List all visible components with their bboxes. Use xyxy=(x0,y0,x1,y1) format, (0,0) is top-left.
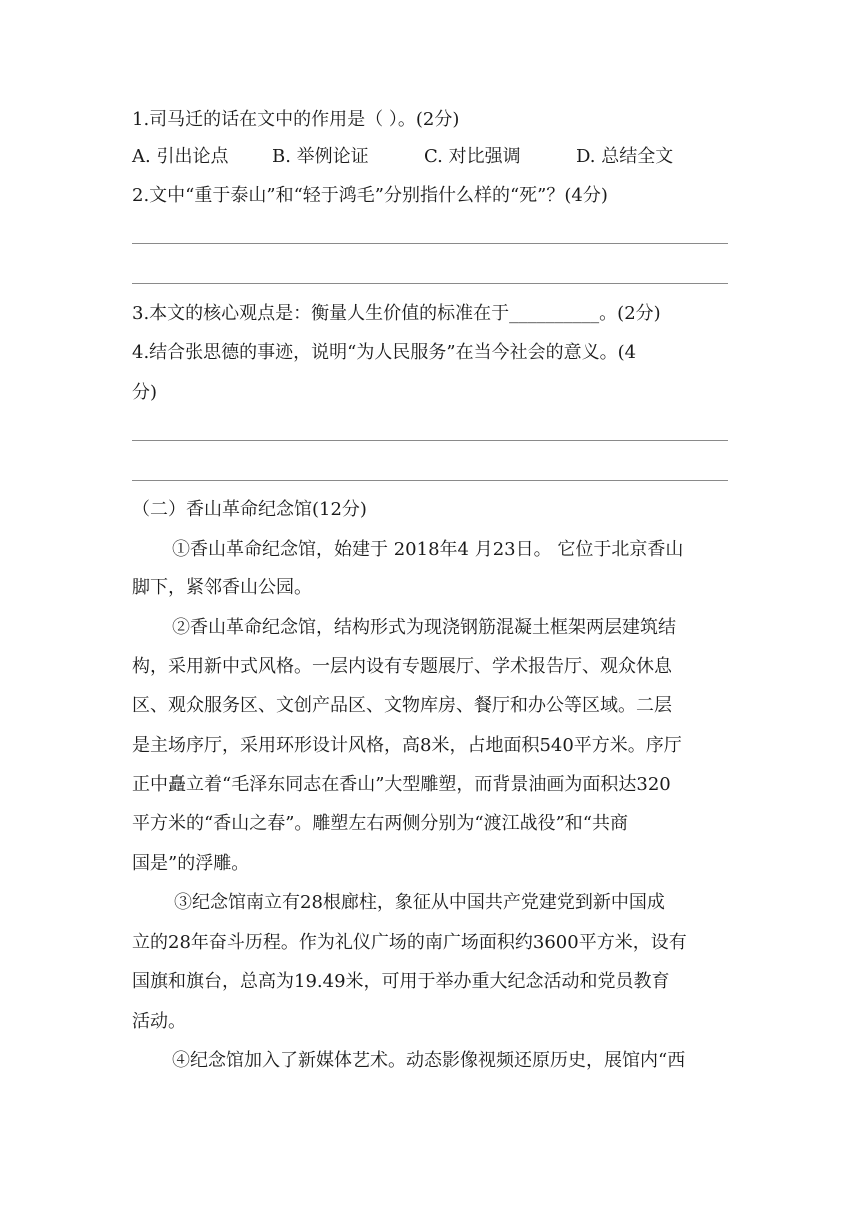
paragraph-line: ④纪念馆加入了新媒体艺术。动态影像视频还原历史，展馆内“西 xyxy=(172,1050,686,1071)
paragraph-line: 正中矗立着“毛泽东同志在香山”大型雕塑，而背景油画为面积达320 xyxy=(132,774,671,795)
question-4-line-2: 分) xyxy=(132,382,158,403)
answer-line xyxy=(132,283,728,284)
paragraph-line: 是主场序厅，采用环形设计风格，高8米，占地面积540平方米。序厅 xyxy=(132,735,682,756)
option-a: A. 引出论点 xyxy=(132,146,229,167)
paragraph-line: 构，采用新中式风格。一层内设有专题展厅、学术报告厅、观众休息 xyxy=(132,656,672,677)
paragraph-line: 平方米的“香山之春”。雕塑左右两侧分别为“渡江战役”和“共商 xyxy=(132,813,629,834)
answer-line xyxy=(132,440,728,441)
question-2: 2.文中“重于泰山”和“轻于鸿毛”分别指什么样的“死”？(4分) xyxy=(132,185,608,206)
paragraph-line: ②香山革命纪念馆，结构形式为现浇钢筋混凝土框架两层建筑结 xyxy=(172,617,676,638)
option-d: D. 总结全文 xyxy=(576,146,674,167)
section-title: （二）香山革命纪念馆(12分) xyxy=(132,499,367,520)
paragraph-line: ①香山革命纪念馆，始建于 2018年4 月23日。 它位于北京香山 xyxy=(172,539,684,560)
question-1: 1.司马迁的话在文中的作用是（ ）。(2分) xyxy=(132,109,460,130)
paragraph-line: ③纪念馆南立有28根廊柱，象征从中国共产党建党到新中国成 xyxy=(174,892,665,913)
option-b: B. 举例论证 xyxy=(272,146,369,167)
question-3: 3.本文的核心观点是：衡量人生价值的标准在于__________。(2分) xyxy=(132,303,661,324)
paragraph-line: 区、观众服务区、文创产品区、文物库房、餐厅和办公等区域。二层 xyxy=(132,695,672,716)
paragraph-line: 活动。 xyxy=(132,1011,186,1032)
question-4-line-1: 4.结合张思德的事迹，说明“为人民服务”在当今社会的意义。(4 xyxy=(132,342,637,363)
option-c: C. 对比强调 xyxy=(424,146,521,167)
paragraph-line: 立的28年奋斗历程。作为礼仪广场的南广场面积约3600平方米，设有 xyxy=(132,932,687,953)
answer-line xyxy=(132,243,728,244)
answer-line xyxy=(132,480,728,481)
paragraph-line: 脚下，紧邻香山公园。 xyxy=(132,577,312,598)
paragraph-line: 国旗和旗台，总高为19.49米，可用于举办重大纪念活动和党员教育 xyxy=(132,971,670,992)
paragraph-line: 国是”的浮雕。 xyxy=(132,853,250,874)
